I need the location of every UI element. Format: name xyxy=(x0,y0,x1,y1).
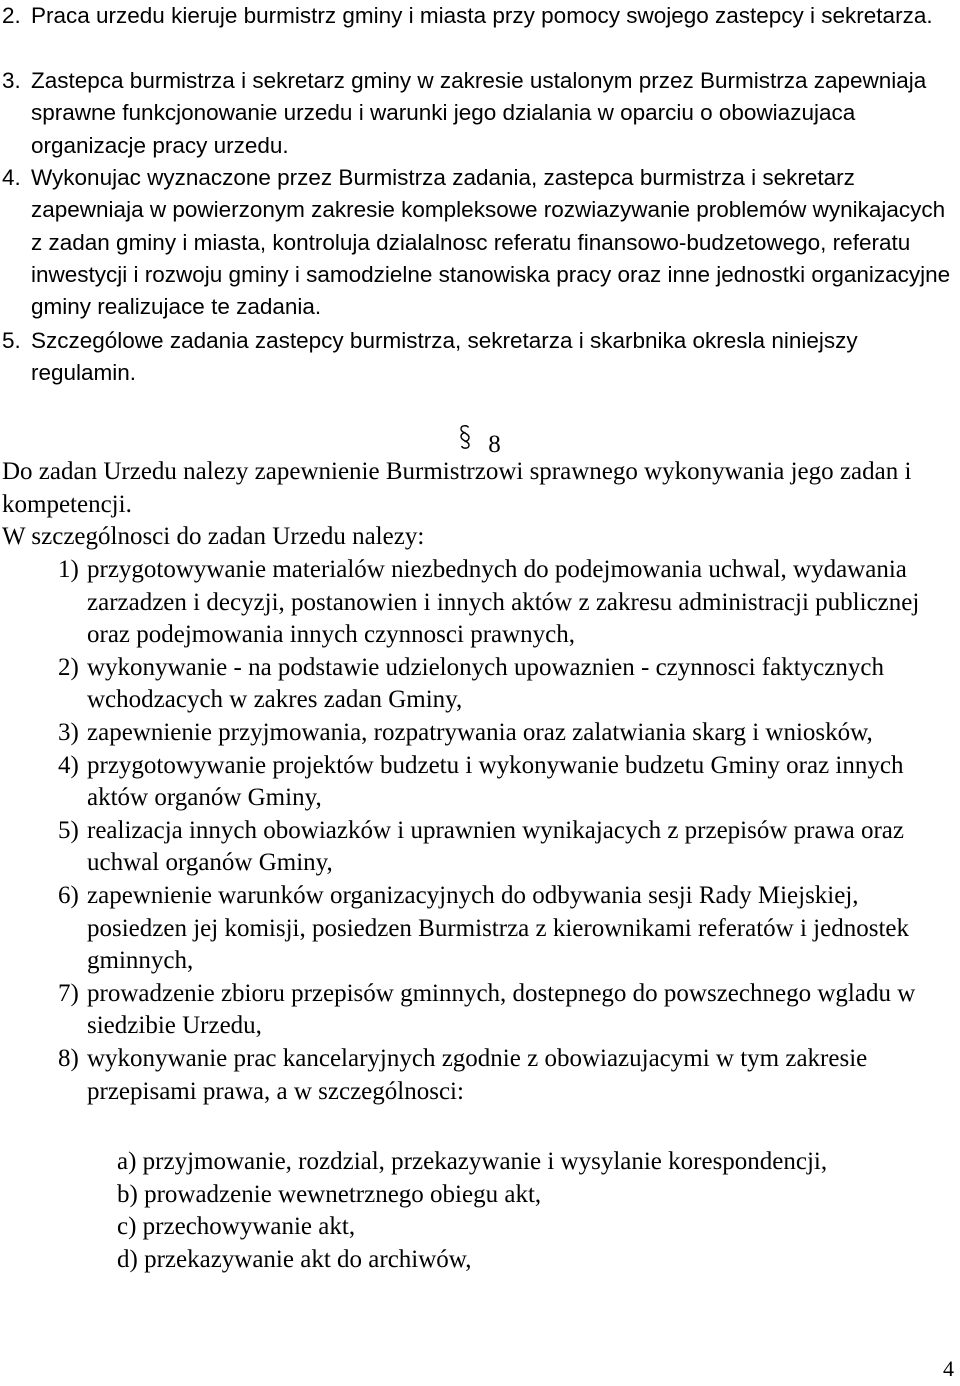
list-item xyxy=(58,978,958,1043)
item-number: 1) xyxy=(58,556,79,583)
paragraph-text: Zastepca burmistrza i sekretarz gminy w zakresie ustalonym przez Burmistrza zapewniaja sprawne funkcjonowanie urzedu i warunki jego dzialania w oparciu o obowiazujaca organizacje pracy urzedu. xyxy=(31,68,927,158)
section-intro: Do zadan Urzedu nalezy zapewnienie Burmistrzowi sprawnego wykonywania jego zadan i kompetencji. xyxy=(2,458,912,518)
list-item xyxy=(58,717,958,750)
sub-list-item: a) przyjmowanie, rozdzial, przekazywanie i wysylanie korespondencji, xyxy=(117,1148,828,1175)
subtask-list xyxy=(117,1146,947,1276)
numbered-paragraph xyxy=(2,65,952,162)
item-text: wykonywanie - na podstawie udzielonych upowaznien - czynnosci faktycznych wchodzacych w zakres zadan Gminy, xyxy=(87,653,884,714)
paragraph-text: Szczególowe zadania zastepcy burmistrza, sekretarza i skarbnika okresla niniejszy regulamin. xyxy=(31,328,858,386)
sub-list-item: b) prowadzenie wewnetrznego obiegu akt, xyxy=(117,1180,542,1208)
list-heading: W szczególnosci do zadan Urzedu nalezy: xyxy=(2,523,425,550)
item-number: 5) xyxy=(58,816,79,844)
list-item xyxy=(58,652,958,717)
item-number: 6) xyxy=(58,881,79,909)
item-number: 3) xyxy=(58,718,79,746)
numbered-paragraph xyxy=(2,162,952,323)
list-item xyxy=(58,880,958,978)
list-item xyxy=(58,554,958,652)
page-number: 4 xyxy=(943,1356,954,1381)
item-text: przygotowywanie materialów niezbednych do podejmowania uchwal, wydawania zarzadzen i decyzji, postanowien i innych aktów z zakresu administracji publicznej oraz podejmowania innych czynnosci prawnych, xyxy=(87,556,920,649)
task-list xyxy=(58,554,958,1108)
item-text: realizacja innych obowiazków i uprawnien wynikajacych z przepisów prawa oraz uchwal organów Gminy, xyxy=(87,816,905,877)
paragraph-text: Wykonujac wyznaczone przez Burmistrza zadania, zastepca burmistrza i sekretarz zapewniaja w powierzonym zakresie kompleksowe rozwiazywanie problemów wynikajacych z zadan gminy i miasta, kontroluja dzialalnosc referatu finansowo-budzetowego, referatu inwestycji i rozwoju gminy i samodzielne stanowiska pracy oraz inne jednostki organizacyjne gminy realizujace te zadania. xyxy=(31,165,951,320)
sub-list-item: c) przechowywanie akt, xyxy=(117,1213,356,1241)
list-item xyxy=(58,750,958,815)
paragraph-number: 2. xyxy=(2,3,21,28)
item-number: 2) xyxy=(58,653,79,681)
item-text: przygotowywanie projektów budzetu i wykonywanie budzetu Gminy oraz innych aktów organów Gminy, xyxy=(87,751,904,812)
paragraph-number: 4. xyxy=(2,165,21,190)
paragraph-text: Praca urzedu kieruje burmistrz gminy i miasta przy pomocy swojego zastepcy i sekretarza. xyxy=(31,3,933,28)
list-item xyxy=(58,1043,958,1108)
paragraph-number: 5. xyxy=(2,328,21,353)
section-number: 8 xyxy=(488,431,501,458)
list-item xyxy=(58,815,958,880)
item-number: 7) xyxy=(58,979,79,1007)
sub-list-item: d) przekazywanie akt do archiwów, xyxy=(117,1245,472,1273)
item-text: wykonywanie prac kancelaryjnych zgodnie z obowiazujacymi w tym zakresie przepisami prawa, a w szczególnosci: xyxy=(87,1044,868,1105)
paragraph-number: 3. xyxy=(2,68,21,93)
item-text: prowadzenie zbioru przepisów gminnych, dostepnego do powszechnego wgladu w siedzibie Urzedu, xyxy=(87,979,916,1040)
item-number: 4) xyxy=(58,751,79,779)
section-sign-icon xyxy=(458,424,472,450)
item-text: zapewnienie warunków organizacyjnych do odbywania sesji Rady Miejskiej, posiedzen jej komisji, posiedzen Burmistrza z kierownikami referatów i jednostek gminnych, xyxy=(87,881,909,975)
numbered-paragraph xyxy=(2,0,952,32)
item-number: 8) xyxy=(58,1044,79,1072)
numbered-paragraph xyxy=(2,325,952,390)
item-text: zapewnienie przyjmowania, rozpatrywania oraz zalatwiania skarg i wniosków, xyxy=(87,718,873,746)
